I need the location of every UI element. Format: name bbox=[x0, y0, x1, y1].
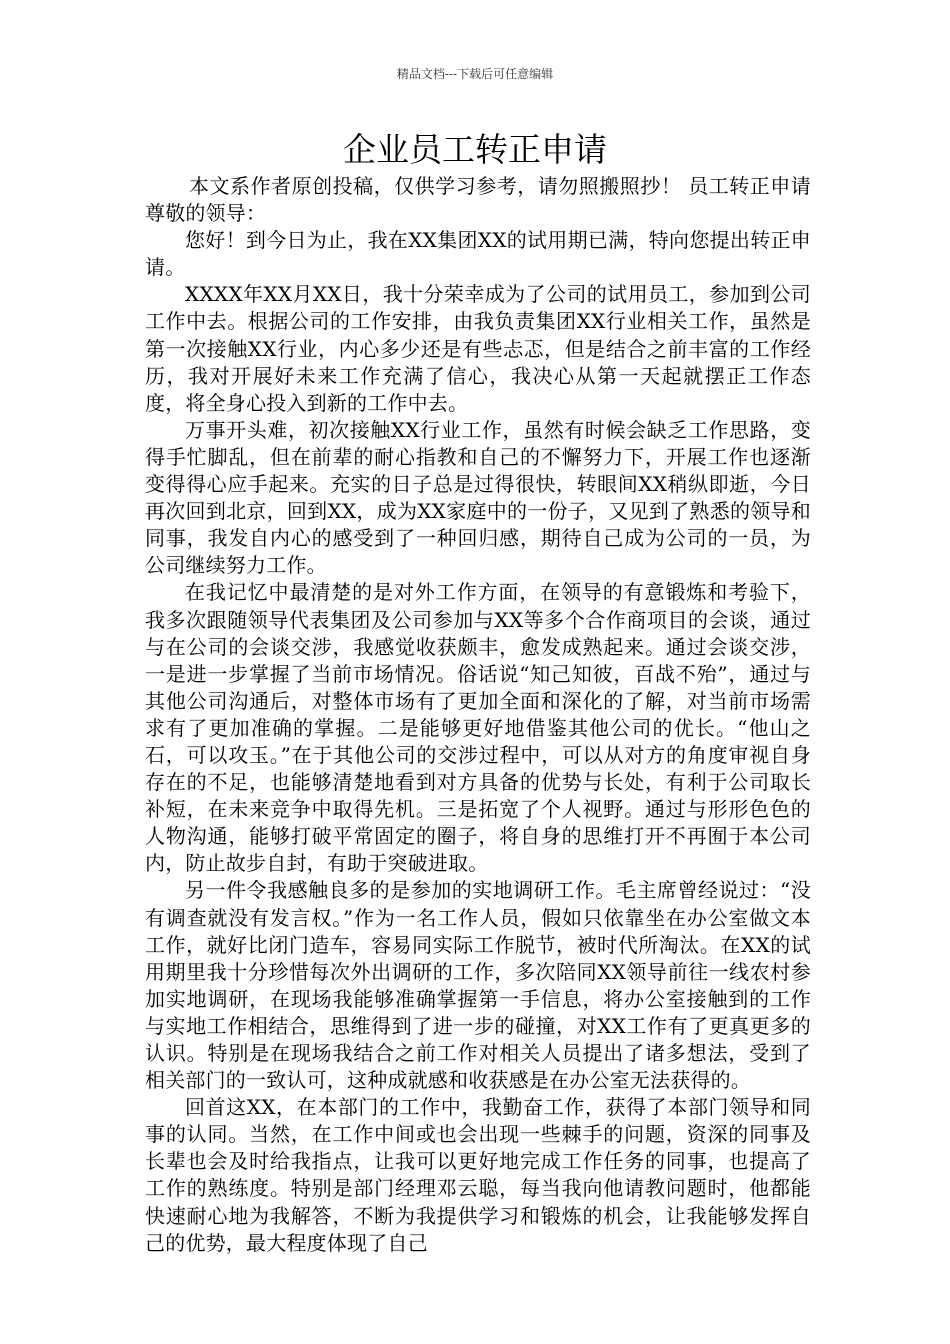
document-body bbox=[145, 173, 832, 1257]
paragraph-external-work: 在我记忆中最清楚的是对外工作方面，在领导的有意锻炼和考验下，我多次跟随领导代表集团及公司参加与XX等多个合作商项目的会谈，通过与在公司的会谈交涉，我感觉收获颇丰，愈发成熟起来。通过会谈交涉，一是进一步掌握了当前市场情况。俗话说“知己知彼，百战不殆”，通过与其他公司沟通后，对整体市场有了更加全面和深化的了解，对当前市场需求有了更加准确的掌握。二是能够更好地借鉴其他公司的优长。“他山之石，可以攻玉。”在于其他公司的交涉过程中，可以从对方的角度审视自身存在的不足，也能够清楚地看到对方具备的优势与长处，有利于公司取长补短，在未来竞争中取得先机。三是拓宽了个人视野。通过与形形色色的人物沟通，能够打破平常固定的圈子，将自身的思维打开不再囿于本公司内，防止故步自封，有助于突破进取。 bbox=[145, 580, 811, 876]
page-header-note: 精品文档---下载后可任意编辑 bbox=[396, 67, 554, 81]
paragraph-field-research: 另一件令我感触良多的是参加的实地调研工作。毛主席曾经说过：“没有调查就没有发言权。”作为一名工作人员，假如只依靠坐在办公室做文本工作，就好比闭门造车，容易同实际工作脱节，被时代所淘汰。在XX的试用期里我十分珍惜每次外出调研的工作，多次陪同XX领导前往一线农村参加实地调研，在现场我能够准确掌握第一手信息，将办公室接触到的工作与实地工作相结合，思维得到了进一步的碰撞，对XX工作有了更真更多的认识。特别是在现场我结合之前工作对相关人员提出了诸多想法，受到了相关部门的一致认可，这种成就感和收获感是在办公室无法获得的。 bbox=[145, 878, 811, 1093]
paragraph-review: 回首这XX，在本部门的工作中，我勤奋工作，获得了本部门领导和同事的认同。当然，在工作中间或也会出现一些棘手的问题，资深的同事及长辈也会及时给我指点，让我可以更好地完成工作任务的同事，也提高了工作的熟练度。特别是部门经理邓云聪，每当我向他请教问题时，他都能快速耐心地为我解答，不断为我提供学习和锻炼的机会，让我能够发挥自己的优势，最大程度体现了自己 bbox=[145, 1095, 811, 1255]
document-title: 企业员工转正申请 bbox=[343, 130, 607, 169]
paragraph-greeting: 您好！到今日为止，我在XX集团XX的试用期已满，特向您提出转正申请。 bbox=[145, 228, 811, 280]
paragraph-start: XXXX年XX月XX日，我十分荣幸成为了公司的试用员工，参加到公司工作中去。根据公司的工作安排，由我负责集团XX行业相关工作，虽然是第一次接触XX行业，内心多少还是有些忐忑，但是结合之前丰富的工作经历，我对开展好未来工作充满了信心，我决心从第一天起就摆正工作态度，将全身心投入到新的工作中去。 bbox=[145, 282, 811, 415]
paragraph-adaptation: 万事开头难，初次接触XX行业工作，虽然有时候会缺乏工作思路，变得手忙脚乱，但在前辈的耐心指教和自己的不懈努力下，开展工作也逐渐变得得心应手起来。充实的日子总是过得很快，转眼间XX稍纵即逝，今日再次回到北京，回到XX，成为XX家庭中的一份子，又见到了熟悉的领导和同事，我发自内心的感受到了一种回归感，期待自己成为公司的一员，为公司继续努力工作。 bbox=[145, 417, 811, 578]
paragraph-intro: 本文系作者原创投稿，仅供学习参考，请勿照搬照抄！ 员工转正申请 尊敬的领导： bbox=[145, 174, 832, 226]
